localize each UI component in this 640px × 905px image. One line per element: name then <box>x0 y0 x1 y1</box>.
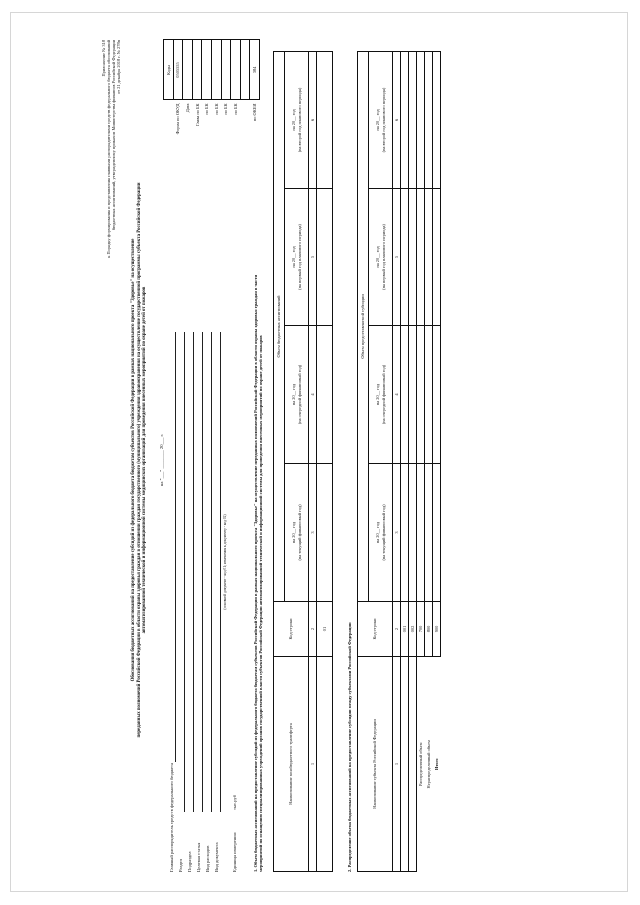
code-label <box>240 100 250 190</box>
column-number: 4 <box>309 326 317 464</box>
code-value <box>183 40 193 100</box>
title-line-1: Обоснования бюджетных ассигнований на предоставление субсидий из федерального бюджета бюджетам субъектов Российской Федерации в рамках национального проекта "Здоровье" на осуществление <box>131 238 136 682</box>
field-row <box>178 312 187 872</box>
table-cell <box>401 326 409 464</box>
header-group: Объем предоставляемой субсидии <box>358 51 369 601</box>
fields-block <box>169 312 241 872</box>
code-label: по БК <box>213 103 219 115</box>
table-cell <box>401 464 409 602</box>
column-number: 1 <box>393 657 401 872</box>
table-cell <box>409 51 417 188</box>
column-number: 1 <box>309 657 317 872</box>
table-cell <box>417 51 425 188</box>
table-cell <box>409 464 417 602</box>
header-code: Код строки <box>358 602 393 657</box>
table-cell <box>417 189 425 326</box>
table-cell <box>425 189 433 326</box>
header-group: Объем бюджетных ассигнований <box>274 51 285 601</box>
field-label: Раздел <box>178 859 183 872</box>
period-header: на 20__ год (на первый год планового периода) <box>369 189 393 326</box>
code-label: по БК <box>204 103 210 115</box>
code-value <box>240 40 250 100</box>
table-cell <box>401 189 409 326</box>
table-cell <box>317 464 333 602</box>
table-cell <box>433 464 441 602</box>
table-cell <box>409 189 417 326</box>
field-row <box>232 312 241 872</box>
column-number: 2 <box>393 602 401 657</box>
period-header: на 20__ год (на второй год планового периода) <box>369 51 393 188</box>
table-cell <box>401 657 409 872</box>
appendix-line-2: к Порядку формирования и представления главными распорядителями средств федерального бюджета обоснований <box>106 40 112 258</box>
field-label: Вид расходов <box>205 845 210 872</box>
appendix-line-4: от 21 декабря 2018 г. № 278н <box>116 40 122 94</box>
table-cell <box>417 464 425 602</box>
table-cell <box>317 326 333 464</box>
code-value <box>231 40 241 100</box>
row-code: 001 <box>401 602 409 657</box>
column-number: 3 <box>393 464 401 602</box>
section-2-table <box>357 51 441 872</box>
section-1-table <box>273 51 333 872</box>
table-cell <box>317 189 333 326</box>
document-title <box>131 80 148 840</box>
column-number: 4 <box>393 326 401 464</box>
field-row <box>169 312 178 872</box>
unit-label: Единица измерения: <box>232 832 237 872</box>
period-header: на 20__ год (на очередной финансовый год) <box>285 326 309 464</box>
table-cell <box>433 326 441 464</box>
table-cell <box>417 326 425 464</box>
column-number: 2 <box>309 602 317 657</box>
unit-value: тыс.руб <box>232 794 237 810</box>
period-header: на 20__ год (на второй год планового периода) <box>285 51 309 188</box>
section-2-title: 2. Распределение объема бюджетных ассигнований на предоставление субсидии между субъектами Российской Федерации <box>347 622 352 872</box>
period-header: на 20__ год (на текущий финансовый год) <box>285 464 309 602</box>
field-row <box>205 312 214 872</box>
code-value <box>211 40 221 100</box>
code-value <box>192 40 202 100</box>
total-label: Итого <box>433 657 441 872</box>
period-header: на 20__ год (на очередной финансовый год) <box>369 326 393 464</box>
code-label: по БК <box>232 103 238 115</box>
code-value <box>221 40 231 100</box>
total-label: Нераспределенный объем <box>425 657 433 872</box>
header-name: Наименование межбюджетного трансферта <box>274 657 309 872</box>
field-label: Целевая статья <box>196 842 201 872</box>
appendix-block <box>101 40 121 320</box>
total-label: Распределенный объем <box>417 657 425 872</box>
codes-table <box>163 40 260 191</box>
title-line-2: переданных полномочий Российской Федерации в области охраны здоровья граждан в отношении граждан государственного (муниципального) учреждения здравоохранения на осуществление государственной программы субъекта Российской Федерации <box>136 182 142 738</box>
code-value: 0505555 <box>173 40 183 100</box>
row-code: 002 <box>409 602 417 657</box>
table-cell <box>401 51 409 188</box>
title-date: на "___" ________ 20___ г. <box>159 433 164 487</box>
total-code: 700 <box>417 602 425 657</box>
code-label: Глава по БК <box>194 103 200 127</box>
document-type-note: (основной документ - код 01; изменения к документу - код 02) <box>223 514 227 610</box>
field-label: Подраздел <box>187 851 192 872</box>
table-cell <box>425 464 433 602</box>
table-cell <box>409 326 417 464</box>
table-cell <box>317 51 333 188</box>
table-cell <box>425 326 433 464</box>
table-cell <box>425 51 433 188</box>
field-row <box>187 312 196 872</box>
code-value <box>202 40 212 100</box>
row-code: 01 <box>317 602 333 657</box>
table-cell <box>317 657 333 872</box>
field-row <box>196 312 205 872</box>
column-number: 6 <box>309 51 317 188</box>
header-code: Код строки <box>274 602 309 657</box>
code-label: по БК <box>223 103 229 115</box>
column-number: 5 <box>393 189 401 326</box>
table-cell <box>409 657 417 872</box>
code-value: 384 <box>250 40 260 100</box>
period-header: на 20__ год (на текущий финансовый год) <box>369 464 393 602</box>
total-code: 800 <box>425 602 433 657</box>
header-name: Наименование субъекта Российской Федерации <box>358 657 393 872</box>
section-1-title-line-2: мероприятий по оснащению специализированных учреждений органов государственной власти субъектов Российской Федерации автоматизированной технической и информационной системы для проведения внесенных мероприятий по охране детей от пожаров <box>258 335 264 872</box>
code-label: по ОКЕИ <box>252 103 258 122</box>
title-line-3: автоматизированной технической и информационной системы медицинских организаций для проведения внесенных мероприятий по охране детей от пожаров <box>142 286 148 634</box>
section-1-title <box>253 42 263 872</box>
column-number: 5 <box>309 189 317 326</box>
total-code: 900 <box>433 602 441 657</box>
column-number: 6 <box>393 51 401 188</box>
code-label: Дата <box>184 103 190 113</box>
field-label: Вид документа <box>214 842 219 872</box>
field-row <box>214 312 223 872</box>
rotated-document <box>95 30 535 880</box>
field-label: Главный распорядитель средств федерального бюджета <box>169 762 174 872</box>
table-cell <box>433 51 441 188</box>
column-number: 3 <box>309 464 317 602</box>
section-1-title-line-1: 1. Объем бюджетных ассигнований на предоставление субсидий из федерального бюджета бюджетам субъектов Российской Федерации в рамках национального проекта "Здоровье" на осуществление переданных полномочий Российской Федерации в области охраны здоровья граждан в части <box>253 274 258 872</box>
codes-header: Коды <box>164 40 174 100</box>
table-cell <box>433 189 441 326</box>
appendix-line-3: бюджетных ассигнований, утвержденному приказом Министерства финансов Российской Федерации <box>111 40 117 231</box>
period-header: на 20__ год (на первый год планового периода) <box>285 189 309 326</box>
field-row <box>223 312 232 872</box>
code-label: Форма по ОКУД <box>175 103 181 135</box>
appendix-line-1: Приложение № 318 <box>101 40 106 77</box>
